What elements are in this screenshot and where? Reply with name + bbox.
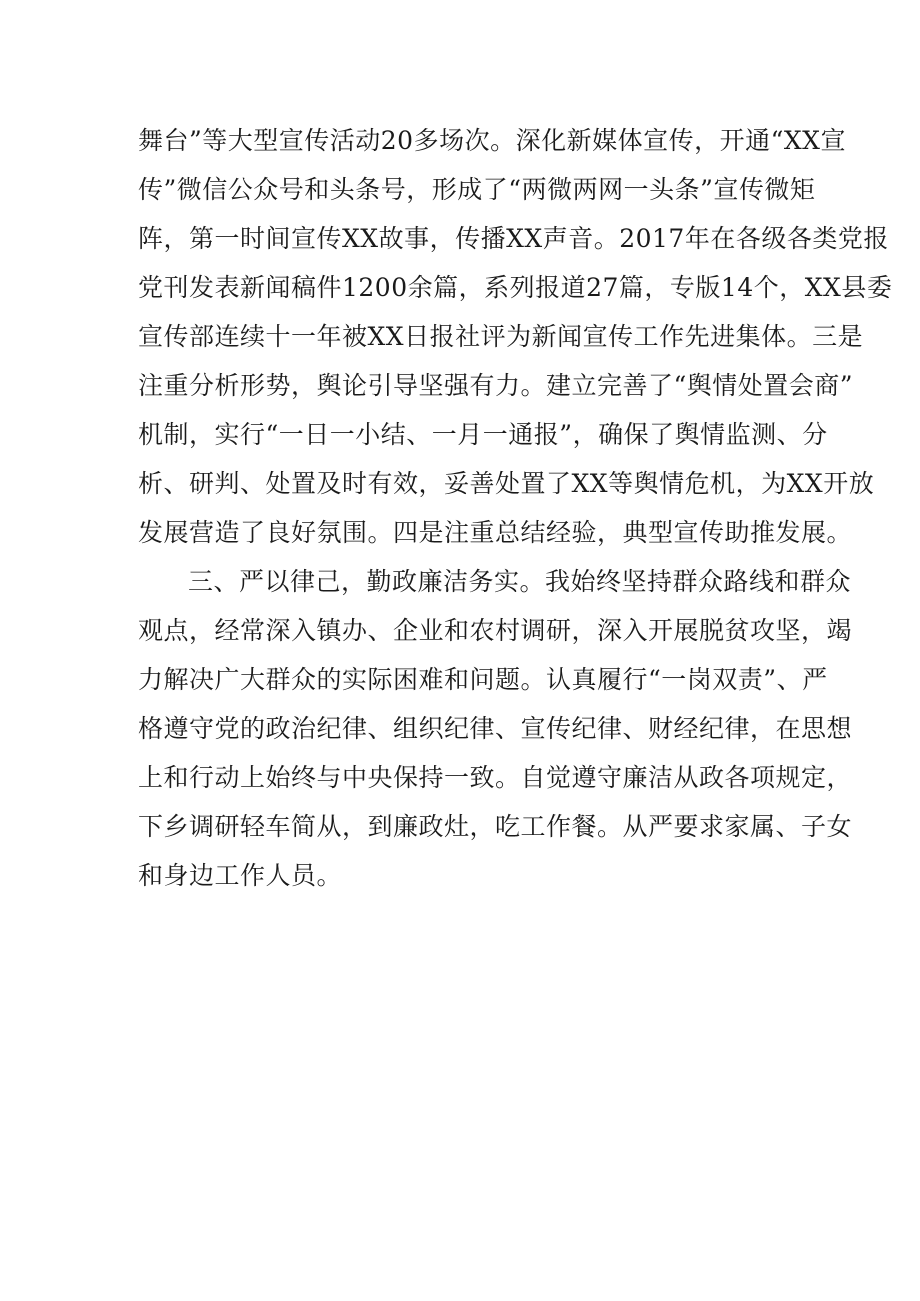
- text-line: 宣传部连续十一年被XX日报社评为新闻宣传工作先进集体。三是: [138, 322, 864, 351]
- document-body: [138, 116, 893, 900]
- text-line: 机制，实行“一日一小结、一月一通报”，确保了舆情监测、分: [138, 420, 828, 449]
- text-line: 上和行动上始终与中央保持一致。自觉遵守廉洁从政各项规定，: [138, 763, 853, 792]
- text-line: 注重分析形势，舆论引导坚强有力。建立完善了“舆情处置会商”: [138, 371, 854, 400]
- text-line: 格遵守党的政治纪律、组织纪律、宣传纪律、财经纪律，在思想: [138, 714, 853, 743]
- text-line: 观点，经常深入镇办、企业和农村调研，深入开展脱贫攻坚，竭: [138, 616, 853, 645]
- text-line: 党刊发表新闻稿件1200余篇，系列报道27篇，专版14个，XX县委: [138, 273, 893, 302]
- text-line: 传”微信公众号和头条号，形成了“两微两网一头条”宣传微矩: [138, 175, 816, 204]
- text-line: 和身边工作人员。: [138, 861, 343, 890]
- text-line: 下乡调研轻车简从，到廉政灶，吃工作餐。从严要求家属、子女: [138, 812, 853, 841]
- text-line: 舞台”等大型宣传活动20多场次。深化新媒体宣传，开通“XX宣: [138, 126, 846, 155]
- text-line: 析、研判、处置及时有效，妥善处置了XX等舆情危机，为XX开放: [138, 469, 875, 498]
- text-line: 力解决广大群众的实际困难和问题。认真履行“一岗双责”、严: [138, 665, 828, 694]
- text-line: 阵，第一时间宣传XX故事，传播XX声音。2017年在各级各类党报: [138, 224, 889, 253]
- section-heading-line: 三、严以律己，勤政廉洁务实。我始终坚持群众路线和群众: [188, 567, 852, 596]
- text-line: 发展营造了良好氛围。四是注重总结经验，典型宣传助推发展。: [138, 518, 853, 547]
